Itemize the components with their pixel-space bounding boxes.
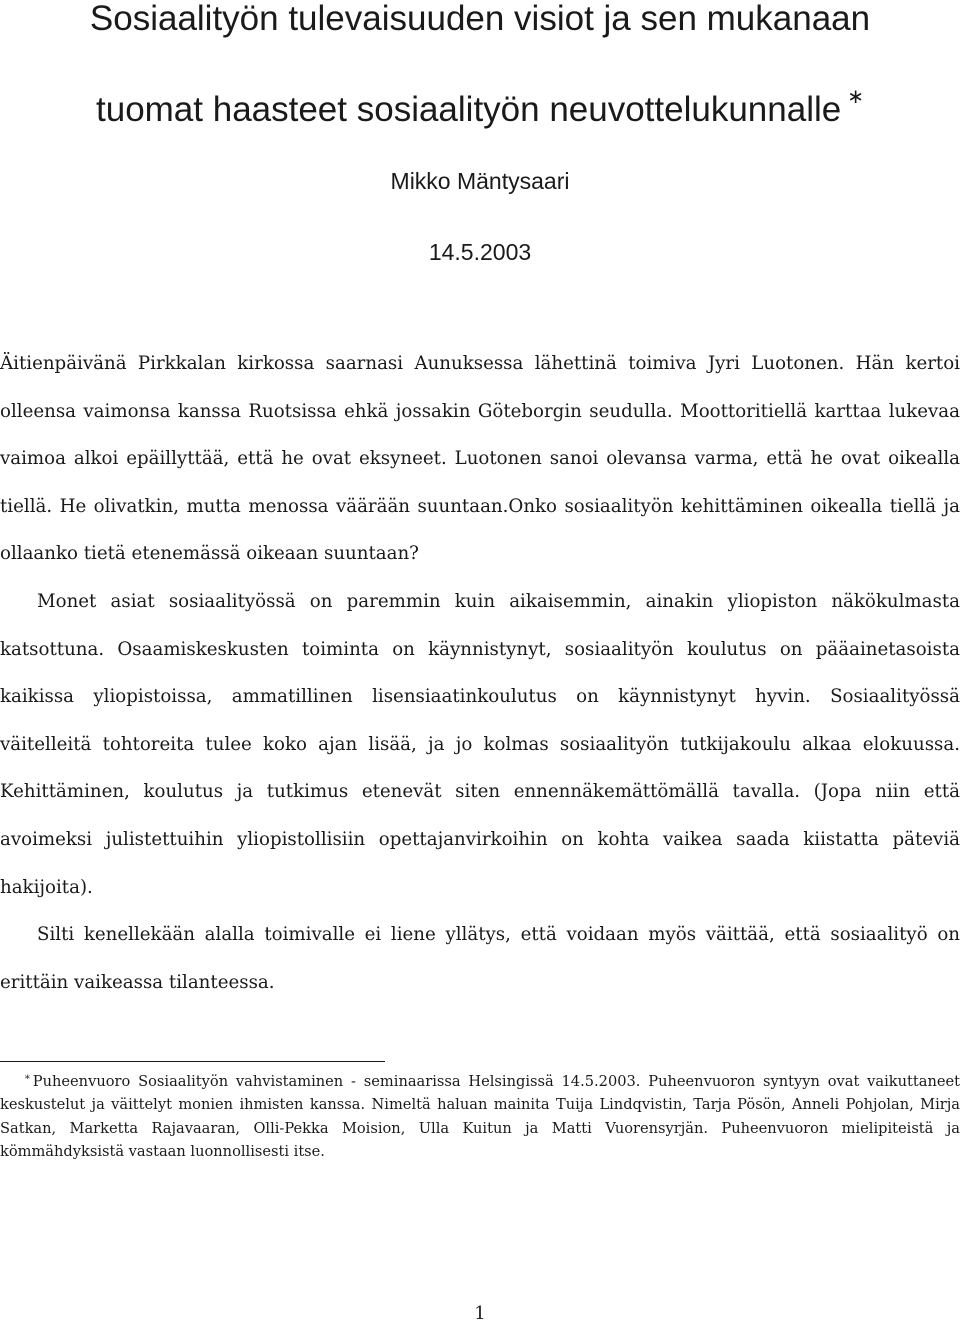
author-name: Mikko Mäntysaari	[390, 168, 570, 194]
footnote-paragraph	[0, 1066, 960, 1163]
paragraph-3: Silti kenellekään alalla toimivalle ei liene yllätys, että voidaan myös väittää, että sosiaalityö on erittäin vaikeassa tilanteessa.	[0, 924, 960, 993]
footnote-divider	[0, 1061, 385, 1062]
title-footnote-marker[interactable]: ∗	[847, 86, 864, 108]
body-text	[0, 340, 960, 1006]
footnote-marker: ∗	[24, 1072, 31, 1083]
footnote-text: Puheenvuoro Sosiaalityön vahvistaminen - seminaarissa Helsingissä 14.5.2003. Puheenvuoron syntyyn ovat vaikuttaneet keskustelut ja väittelyt monien ihmisten kanssa. Nimeltä haluan mainita Tuija Lindqvistin, Tarja Pösön, Anneli Pohjolan, Mirja Satkan, Marketta Rajavaaran, Olli-Pekka Moision, Ulla Kuitun ja Matti Vuorensyrjän. Puheenvuoron mielipiteistä ja kömmähdyksistä vastaan luonnollisesti itse.	[0, 1073, 960, 1160]
title-line-2	[30, 58, 930, 149]
title-line-2-text: tuomat haasteet sosiaalityön neuvottelukunnalle	[96, 90, 842, 129]
page-number: 1	[474, 1303, 486, 1324]
title-line-1: Sosiaalityön tulevaisuuden visiot ja sen mukanaan	[89, 0, 871, 38]
footnote	[0, 1066, 960, 1163]
paragraph-2: Monet asiat sosiaalityössä on paremmin kuin aikaisemmin, ainakin yliopiston näkökulmasta katsottuna. Osaamiskeskusten toiminta on käynnistynyt, sosiaalityön koulutus on pääainetasoista kaikissa yliopistoissa, ammatillinen lisensiaatinkoulutus on käynnistynyt hyvin. Sosiaalityössä väitelleitä tohtoreita tulee koko ajan lisää, ja jo kolmas sosiaalityön tutkijakoulu alkaa elokuussa. Kehittäminen, koulutus ja tutkimus etenevät siten ennennäkemättömällä tavalla. (Jopa niin että avoimeksi julistettuihin yliopistollisiin opettajanvirkoihin on kohta vaikea saada kiistatta päteviä hakijoita).	[0, 590, 960, 898]
paragraph-1: Äitienpäivänä Pirkkalan kirkossa saarnasi Aunuksessa lähettinä toimiva Jyri Luotonen. Hän kertoi olleensa vaimonsa kanssa Ruotsissa ehkä jossakin Göteborgin seudulla. Moottoritiellä karttaa lukevaa vaimoa alkoi epäillyttää, että he ovat eksyneet. Luotonen sanoi olevansa varma, että he ovat oikealla tiellä. He olivatkin, mutta menossa väärään suuntaan.Onko sosiaalityön kehittäminen oikealla tiellä ja ollaanko tietä etenemässä oikeaan suuntaan?	[0, 353, 960, 565]
document-date: 14.5.2003	[428, 239, 532, 265]
document-title	[30, 0, 930, 149]
